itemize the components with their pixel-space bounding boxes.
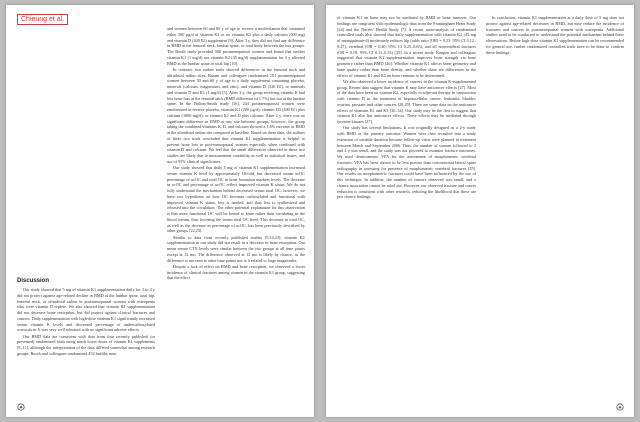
paragraph: Our study showed that daily 5 mg of vitamin K1 supplementation increased serum vitamin K level by approximately 10-fold, but decreased serum ucOC percentage of ucOC and total OC in bone formation markers levels. The decrease in ucOC and percentage of ucOC reflect improved vitamin K status. We do not fully understand the mechanism behind decreased serum total OC; however, we have two hypotheses on how OC becomes carboxylated and functional with improved vitamin K status, less is needed, and thus less is synthesized and released into the circulation. The other potential explanation for this observation is that more functional OC will be bound to bone rather than circulating in the blood stream, thus lowering the serum total OC level. This decrease in total OC, as well as the decrease in percentage of ucOC, has been previously described by other groups [22,23].: [167, 165, 305, 234]
left-page-left-column: [17, 277, 155, 410]
right-page-right-column: [486, 15, 624, 401]
paragraph: Our study has several limitations. It was originally designed as a 2-y study with BMD as the primary outcome. Women were then recruited into a study extension of variable duration because follow-up visits were planned in treatment between March and September 2006. Thus, the number of women followed to 3 and 4 y was small, and the study was not powered to examine fracture outcomes. We used densitometric VFA for the assessment of morphometric vertebral fractures. VFA has been shown to be less precise than conventional lateral spine radiography in assessing for presence of morphometric vertebral fractures [35]. Our results on morphometric fractures could have been influenced by the use of this technique. In addition, the number of cancers observed was small, and a chance association cannot be ruled out. However, our observed fracture and cancer reduction is consistent with other research, reducing the likelihood that these are just chance findings.: [337, 125, 476, 200]
paragraph: In conclusion, vitamin K1 supplementation at a daily dose of 5 mg does not protect against age-related decreases in BMD, but may reduce the incidence of fractures and cancers in postmenopausal women with osteopenia. Additional studies need to be conducted to understand the potential mechanism behind these observations. Before high-dose vitamin K1 supplementation can be recommended for general use, further randomized controlled trials have to be done to confirm these findings.: [486, 15, 624, 55]
section-heading: Discussion: [17, 278, 50, 284]
paragraph: Our study showed that 5 mg of vitamin K1 supplementation daily for 2 to 4 y did not protect against age-related decline in BMD at the lumbar spine, total hip, femoral neck, or ultradistal radius in postmenopausal women with osteopenia who were vitamin D replete. We also showed that vitamin K1 supplementation did not decrease bone resorption, but did protect against clinical fractures and cancers. Daily supplementation with high-dose vitamin K1 significantly increased serum vitamin K levels and decreased percentage of undercarboxylated osteocalcin. It was very well tolerated with no significant adverse effects.: [17, 287, 155, 333]
paragraph: Despite a lack of effect on BMD and bone resorption, we observed a lower incidence of clinical fractures among women in the vitamin K1 group, suggesting that the effect: [167, 263, 305, 281]
page-left: [6, 5, 314, 417]
page-right: [326, 5, 634, 417]
left-page-right-column: [167, 26, 305, 410]
running-head: Chieung et al.: [17, 14, 68, 25]
paragraph: of vitamin K1 on bone may not be mediated by BMD or bone turnover. Our findings are congruent with epidemiologic data from the Framingham Heart Study [24] and the Nurses' Health Study [7]. A recent meta-analysis of randomized controlled trials also showed that daily supplementation with vitamin K2 (45 mg of menaquinone-4) moderately reduces hip (odds ratio [OR] = 0.23; 95% CI 0.12–0.47), vertebral (OR = 0.40; 95% CI 0.25–0.65), and all nonvertebral fractures (OR = 0.19; 95% CI 0.11–0.35) [25]. In a recent study, Knapen and colleagues suggested that vitamin K2 supplementation improves bone strength via bone geometry rather than BMD [26]. Whether vitamin K1 affects bone geometry and bone quality rather than bone density, and whether there are differences in the effects of vitamin K1 and K2 on bone remains to be determined.: [337, 15, 476, 78]
paragraph: Similar to data from recently published studies [9,10,23], vitamin K1 supplementation in our study did not result in a decrease in bone resorption. Our mean serum CTX levels were similar between the two groups at all time points except at 12 mo. The difference observed at 12 mo is likely by chance, as the difference is not seen at other time points nor is it related to large magnitudes.: [167, 234, 305, 263]
publisher-logo-icon: [17, 403, 25, 411]
paragraph: and women between 60 and 80 y of age to receive a multivitamin that contained either 500 µg/d of vitamin K1 or no vitamin K1 plus a daily calcium (600 mg) and vitamin D (400 IU) supplement [9]. After 3 y, they did not find any difference in BMD at the femoral neck, lumbar spine, or total body between the two groups. The Booth study provided 500 postmenopausal women and found that neither vitamin K1 (1 mg/d) nor vitamin K2 (45 mg/d) supplementation for 3 y affected BMD at the lumbar spine or total hip [10].: [167, 26, 305, 66]
right-page-left-column: [337, 15, 476, 401]
paragraph: We also observed a lower incidence of cancers in the vitamin K-supplemented group. Recent data suggest that vitamin K may have anticancer effects [27]. Most of the data have been on vitamin K2, especially in adjuvant therapy in conjunction with vitamin D in the treatment of hepatocellular cancer, leukemia, bladder, ovarian, prostate, and other cancers [28,29]. There are some data on the anticancer effects of vitamins K1 and K3 [30–34]. Our study may be the first to suggest that vitamin K1 also has anticancer effects. These effects may be mediated through tyrosine kinases [27].: [337, 78, 476, 124]
publisher-logo-icon: [616, 403, 624, 411]
paragraph: Our BMD data are consistent with data from four recently published (or presented) randomized trials using much lower doses of vitamin K1 supplements [9–11], although the interpretation of the data differed somewhat among research groups. Booth and colleagues randomized 452 healthy men: [17, 333, 155, 356]
paragraph: In contrast, two earlier trials showed differences in the femoral neck and ultradistal radius sites. Braam and colleagues randomized 181 postmenopausal women between 50 and 60 y of age to a daily supplement containing placebo, minerals (calcium, magnesium, and zinc), and vitamin D (320 IU), or minerals and vitamin D and K1 (1 mg/d) [5]. After 3 y, the group receiving vitamin K had less bone loss at the femoral neck (BMD difference of 1.7%) but not at the lumbar spine. In the Bolton-Smith study [16], 244 postmenopausal women were randomized to receive placebo, vitamin K1 (200 µg/d), vitamin D3 (400 IU) plus calcium (1000 mg/d), or vitamin K1 and D plus calcium. After 2 y, there was no significant difference in BMD at any site between groups; however, the group taking the combined vitamins K, D, and calcium showed a 1.6% increase in BMD at the ultradistal radius site compared to baseline. Based on these data, the authors of these two trials concluded that vitamin K1 supplementation is helpful to prevent bone loss in post-menopausal women especially when combined with vitamin D and calcium. We feel that the small differences observed in these two studies are likely due to measurement variability as well as statistical issues, and use of 95% clinical significance.: [167, 66, 305, 164]
